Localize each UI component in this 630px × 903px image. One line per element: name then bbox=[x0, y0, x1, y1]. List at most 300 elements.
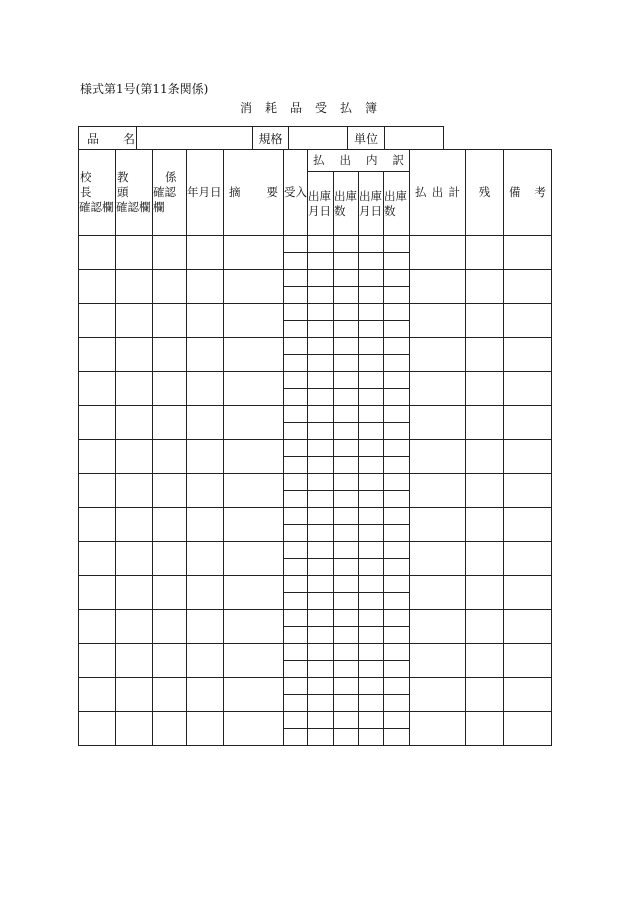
remarks-cell[interactable] bbox=[504, 474, 552, 508]
issue-qty-cell-1[interactable] bbox=[334, 576, 359, 593]
date-cell[interactable] bbox=[187, 270, 224, 304]
remarks-header: 備 考 bbox=[504, 150, 552, 236]
issue-qty-cell-2[interactable] bbox=[384, 372, 410, 389]
ledger-row bbox=[79, 508, 552, 525]
head-teacher-check-cell[interactable] bbox=[116, 338, 153, 372]
payout-total-cell[interactable] bbox=[410, 712, 466, 746]
issue-qty-cell-1[interactable] bbox=[334, 457, 359, 474]
date-cell[interactable] bbox=[187, 576, 224, 610]
issue-date-header-1: 出庫 月日 bbox=[308, 172, 334, 236]
head-teacher-check-cell[interactable] bbox=[116, 304, 153, 338]
issue-date-cell-1[interactable] bbox=[308, 321, 334, 338]
head-teacher-check-cell[interactable] bbox=[116, 474, 153, 508]
balance-cell[interactable] bbox=[466, 508, 504, 542]
issue-date-cell-2[interactable] bbox=[359, 389, 384, 406]
issue-qty-cell-1[interactable] bbox=[334, 440, 359, 457]
staff-check-cell[interactable] bbox=[153, 406, 187, 440]
payout-total-cell[interactable] bbox=[410, 236, 466, 270]
issue-date-cell-1[interactable] bbox=[308, 593, 334, 610]
issue-date-cell-1[interactable] bbox=[308, 236, 334, 253]
ledger-row bbox=[79, 270, 552, 287]
principal-check-cell[interactable] bbox=[79, 236, 116, 270]
summary-cell[interactable] bbox=[224, 372, 284, 406]
issue-qty-cell-1[interactable] bbox=[334, 593, 359, 610]
summary-cell[interactable] bbox=[224, 440, 284, 474]
received-cell[interactable] bbox=[284, 542, 308, 559]
date-cell[interactable] bbox=[187, 304, 224, 338]
received-cell[interactable] bbox=[284, 406, 308, 423]
staff-check-header: 係 確認欄 bbox=[153, 150, 187, 236]
staff-check-cell[interactable] bbox=[153, 678, 187, 712]
received-cell[interactable] bbox=[284, 474, 308, 491]
balance-cell[interactable] bbox=[466, 372, 504, 406]
issue-date-cell-2[interactable] bbox=[359, 355, 384, 372]
issue-date-cell-1[interactable] bbox=[308, 729, 334, 746]
payout-total-cell[interactable] bbox=[410, 542, 466, 576]
issue-date-cell-2[interactable] bbox=[359, 491, 384, 508]
issue-qty-cell-1[interactable] bbox=[334, 474, 359, 491]
balance-cell[interactable] bbox=[466, 270, 504, 304]
issue-date-cell-2[interactable] bbox=[359, 236, 384, 253]
ledger-row bbox=[79, 304, 552, 321]
head-teacher-check-cell[interactable] bbox=[116, 678, 153, 712]
issue-qty-cell-1[interactable] bbox=[334, 270, 359, 287]
issue-date-cell-2[interactable] bbox=[359, 661, 384, 678]
issue-qty-cell-1[interactable] bbox=[334, 695, 359, 712]
issue-date-cell-2[interactable] bbox=[359, 712, 384, 729]
issue-date-cell-1[interactable] bbox=[308, 423, 334, 440]
issue-date-cell-2[interactable] bbox=[359, 338, 384, 355]
issue-qty-cell-2[interactable] bbox=[384, 661, 410, 678]
remarks-cell[interactable] bbox=[504, 338, 552, 372]
title-char: 受 bbox=[315, 101, 328, 115]
issue-qty-cell-2[interactable] bbox=[384, 508, 410, 525]
summary-cell[interactable] bbox=[224, 304, 284, 338]
issue-qty-cell-2[interactable] bbox=[384, 474, 410, 491]
spec-field[interactable] bbox=[289, 127, 348, 150]
date-cell[interactable] bbox=[187, 440, 224, 474]
principal-check-cell[interactable] bbox=[79, 576, 116, 610]
issue-date-cell-1[interactable] bbox=[308, 389, 334, 406]
date-cell[interactable] bbox=[187, 236, 224, 270]
received-cell[interactable] bbox=[284, 253, 308, 270]
head-teacher-check-cell[interactable] bbox=[116, 712, 153, 746]
staff-check-cell[interactable] bbox=[153, 474, 187, 508]
item-header-table bbox=[78, 126, 444, 150]
received-cell[interactable] bbox=[284, 372, 308, 389]
received-cell[interactable] bbox=[284, 457, 308, 474]
issue-qty-cell-2[interactable] bbox=[384, 491, 410, 508]
principal-check-cell[interactable] bbox=[79, 542, 116, 576]
summary-cell[interactable] bbox=[224, 678, 284, 712]
received-cell[interactable] bbox=[284, 508, 308, 525]
issue-date-cell-2[interactable] bbox=[359, 627, 384, 644]
issue-date-cell-2[interactable] bbox=[359, 270, 384, 287]
payout-total-cell[interactable] bbox=[410, 304, 466, 338]
received-cell[interactable] bbox=[284, 610, 308, 627]
issue-date-cell-1[interactable] bbox=[308, 270, 334, 287]
summary-cell[interactable] bbox=[224, 406, 284, 440]
received-cell[interactable] bbox=[284, 627, 308, 644]
received-cell[interactable] bbox=[284, 270, 308, 287]
issue-qty-cell-1[interactable] bbox=[334, 508, 359, 525]
received-cell[interactable] bbox=[284, 661, 308, 678]
date-cell[interactable] bbox=[187, 474, 224, 508]
remarks-cell[interactable] bbox=[504, 712, 552, 746]
issue-qty-cell-2[interactable] bbox=[384, 695, 410, 712]
issue-qty-cell-2[interactable] bbox=[384, 610, 410, 627]
issue-qty-cell-2[interactable] bbox=[384, 627, 410, 644]
remarks-cell[interactable] bbox=[504, 270, 552, 304]
issue-date-cell-2[interactable] bbox=[359, 474, 384, 491]
payout-total-header: 払 出 計 bbox=[410, 150, 466, 236]
issue-qty-cell-2[interactable] bbox=[384, 338, 410, 355]
payout-total-cell[interactable] bbox=[410, 576, 466, 610]
date-cell[interactable] bbox=[187, 644, 224, 678]
issue-qty-cell-1[interactable] bbox=[334, 338, 359, 355]
received-cell[interactable] bbox=[284, 355, 308, 372]
staff-check-cell[interactable] bbox=[153, 712, 187, 746]
remarks-cell[interactable] bbox=[504, 304, 552, 338]
ledger-row bbox=[79, 712, 552, 729]
issue-date-cell-2[interactable] bbox=[359, 593, 384, 610]
head-teacher-check-cell[interactable] bbox=[116, 644, 153, 678]
staff-check-cell[interactable] bbox=[153, 440, 187, 474]
issue-qty-cell-2[interactable] bbox=[384, 457, 410, 474]
issue-date-cell-1[interactable] bbox=[308, 508, 334, 525]
principal-check-cell[interactable] bbox=[79, 406, 116, 440]
issue-qty-cell-2[interactable] bbox=[384, 287, 410, 304]
issue-qty-cell-1[interactable] bbox=[334, 304, 359, 321]
staff-check-cell[interactable] bbox=[153, 576, 187, 610]
payout-total-cell[interactable] bbox=[410, 678, 466, 712]
title-char: 品 bbox=[290, 101, 303, 115]
issue-date-cell-2[interactable] bbox=[359, 304, 384, 321]
balance-cell[interactable] bbox=[466, 542, 504, 576]
issue-date-cell-2[interactable] bbox=[359, 695, 384, 712]
issue-date-cell-1[interactable] bbox=[308, 338, 334, 355]
principal-check-cell[interactable] bbox=[79, 440, 116, 474]
issue-date-cell-2[interactable] bbox=[359, 729, 384, 746]
payout-total-cell[interactable] bbox=[410, 610, 466, 644]
received-cell[interactable] bbox=[284, 338, 308, 355]
staff-check-cell[interactable] bbox=[153, 610, 187, 644]
form-number: 様式第1号(第11条関係) bbox=[80, 82, 209, 96]
staff-check-cell[interactable] bbox=[153, 644, 187, 678]
received-cell[interactable] bbox=[284, 304, 308, 321]
head-teacher-check-cell[interactable] bbox=[116, 508, 153, 542]
head-teacher-check-cell[interactable] bbox=[116, 440, 153, 474]
issue-qty-cell-2[interactable] bbox=[384, 678, 410, 695]
staff-check-cell[interactable] bbox=[153, 372, 187, 406]
received-cell[interactable] bbox=[284, 593, 308, 610]
issue-qty-cell-2[interactable] bbox=[384, 406, 410, 423]
head-teacher-check-cell[interactable] bbox=[116, 372, 153, 406]
date-cell[interactable] bbox=[187, 338, 224, 372]
remarks-cell[interactable] bbox=[504, 440, 552, 474]
ledger-row bbox=[79, 610, 552, 627]
issue-date-cell-1[interactable] bbox=[308, 440, 334, 457]
issue-date-cell-1[interactable] bbox=[308, 559, 334, 576]
staff-check-cell[interactable] bbox=[153, 304, 187, 338]
summary-cell[interactable] bbox=[224, 712, 284, 746]
ledger-row bbox=[79, 338, 552, 355]
remarks-cell[interactable] bbox=[504, 236, 552, 270]
issue-date-cell-1[interactable] bbox=[308, 576, 334, 593]
head-teacher-check-cell[interactable] bbox=[116, 542, 153, 576]
received-cell[interactable] bbox=[284, 321, 308, 338]
issue-date-cell-2[interactable] bbox=[359, 321, 384, 338]
issue-date-cell-1[interactable] bbox=[308, 372, 334, 389]
balance-cell[interactable] bbox=[466, 474, 504, 508]
issue-date-cell-2[interactable] bbox=[359, 423, 384, 440]
issue-date-cell-1[interactable] bbox=[308, 678, 334, 695]
issue-qty-cell-2[interactable] bbox=[384, 389, 410, 406]
issue-qty-cell-2[interactable] bbox=[384, 593, 410, 610]
summary-cell[interactable] bbox=[224, 644, 284, 678]
balance-cell[interactable] bbox=[466, 576, 504, 610]
received-cell[interactable] bbox=[284, 491, 308, 508]
issue-qty-cell-2[interactable] bbox=[384, 729, 410, 746]
issue-date-cell-2[interactable] bbox=[359, 253, 384, 270]
summary-cell[interactable] bbox=[224, 236, 284, 270]
date-cell[interactable] bbox=[187, 610, 224, 644]
received-cell[interactable] bbox=[284, 389, 308, 406]
issue-qty-cell-1[interactable] bbox=[334, 610, 359, 627]
issue-qty-cell-2[interactable] bbox=[384, 542, 410, 559]
issue-qty-cell-2[interactable] bbox=[384, 576, 410, 593]
ledger-row bbox=[79, 576, 552, 593]
head-teacher-check-cell[interactable] bbox=[116, 610, 153, 644]
principal-check-header: 校 長 確認欄 bbox=[79, 150, 116, 236]
principal-check-cell[interactable] bbox=[79, 372, 116, 406]
principal-check-cell[interactable] bbox=[79, 610, 116, 644]
balance-cell[interactable] bbox=[466, 236, 504, 270]
date-cell[interactable] bbox=[187, 542, 224, 576]
issue-qty-cell-1[interactable] bbox=[334, 287, 359, 304]
balance-cell[interactable] bbox=[466, 338, 504, 372]
balance-cell[interactable] bbox=[466, 712, 504, 746]
principal-check-cell[interactable] bbox=[79, 712, 116, 746]
issue-date-header-2: 出庫 月日 bbox=[359, 172, 384, 236]
issue-date-cell-1[interactable] bbox=[308, 661, 334, 678]
date-header: 年月日 bbox=[187, 150, 224, 236]
summary-cell[interactable] bbox=[224, 474, 284, 508]
received-cell[interactable] bbox=[284, 440, 308, 457]
received-cell[interactable] bbox=[284, 287, 308, 304]
ledger-row bbox=[79, 542, 552, 559]
payout-total-cell[interactable] bbox=[410, 508, 466, 542]
ledger-row bbox=[79, 678, 552, 695]
issue-qty-cell-2[interactable] bbox=[384, 559, 410, 576]
issue-qty-cell-2[interactable] bbox=[384, 321, 410, 338]
head-teacher-check-cell[interactable] bbox=[116, 270, 153, 304]
issue-qty-cell-1[interactable] bbox=[334, 389, 359, 406]
issue-qty-cell-1[interactable] bbox=[334, 729, 359, 746]
issue-qty-cell-1[interactable] bbox=[334, 372, 359, 389]
issue-qty-cell-2[interactable] bbox=[384, 355, 410, 372]
issue-date-cell-1[interactable] bbox=[308, 406, 334, 423]
staff-check-cell[interactable] bbox=[153, 236, 187, 270]
issue-date-cell-1[interactable] bbox=[308, 525, 334, 542]
summary-cell[interactable] bbox=[224, 610, 284, 644]
head-teacher-check-cell[interactable] bbox=[116, 236, 153, 270]
date-cell[interactable] bbox=[187, 406, 224, 440]
issue-date-cell-2[interactable] bbox=[359, 287, 384, 304]
summary-cell[interactable] bbox=[224, 270, 284, 304]
form-title bbox=[240, 99, 390, 116]
issue-date-cell-1[interactable] bbox=[308, 474, 334, 491]
issue-qty-cell-1[interactable] bbox=[334, 491, 359, 508]
item-name-field[interactable] bbox=[137, 127, 253, 150]
remarks-cell[interactable] bbox=[504, 610, 552, 644]
payout-total-cell[interactable] bbox=[410, 338, 466, 372]
issue-qty-cell-2[interactable] bbox=[384, 440, 410, 457]
issue-qty-cell-1[interactable] bbox=[334, 355, 359, 372]
summary-header: 摘 要 bbox=[224, 150, 284, 236]
issue-date-cell-1[interactable] bbox=[308, 627, 334, 644]
received-cell[interactable] bbox=[284, 644, 308, 661]
unit-field[interactable] bbox=[385, 127, 444, 150]
date-cell[interactable] bbox=[187, 712, 224, 746]
issue-qty-cell-2[interactable] bbox=[384, 644, 410, 661]
issue-date-cell-1[interactable] bbox=[308, 644, 334, 661]
principal-check-cell[interactable] bbox=[79, 644, 116, 678]
issue-date-cell-1[interactable] bbox=[308, 712, 334, 729]
issue-qty-cell-1[interactable] bbox=[334, 321, 359, 338]
issue-date-cell-1[interactable] bbox=[308, 287, 334, 304]
issue-date-cell-2[interactable] bbox=[359, 576, 384, 593]
balance-cell[interactable] bbox=[466, 610, 504, 644]
balance-header: 残 bbox=[466, 150, 504, 236]
date-cell[interactable] bbox=[187, 508, 224, 542]
principal-check-cell[interactable] bbox=[79, 678, 116, 712]
issue-qty-cell-1[interactable] bbox=[334, 542, 359, 559]
remarks-cell[interactable] bbox=[504, 406, 552, 440]
issue-date-cell-1[interactable] bbox=[308, 491, 334, 508]
payout-total-cell[interactable] bbox=[410, 474, 466, 508]
balance-cell[interactable] bbox=[466, 440, 504, 474]
date-cell[interactable] bbox=[187, 678, 224, 712]
principal-check-cell[interactable] bbox=[79, 270, 116, 304]
issue-qty-cell-1[interactable] bbox=[334, 253, 359, 270]
issue-qty-cell-2[interactable] bbox=[384, 712, 410, 729]
issue-date-cell-2[interactable] bbox=[359, 440, 384, 457]
issue-qty-cell-2[interactable] bbox=[384, 270, 410, 287]
staff-check-cell[interactable] bbox=[153, 542, 187, 576]
date-cell[interactable] bbox=[187, 372, 224, 406]
received-cell[interactable] bbox=[284, 712, 308, 729]
unit-label: 単位 bbox=[348, 127, 385, 150]
issue-qty-cell-1[interactable] bbox=[334, 236, 359, 253]
payout-total-cell[interactable] bbox=[410, 372, 466, 406]
issue-date-cell-2[interactable] bbox=[359, 525, 384, 542]
issue-date-cell-2[interactable] bbox=[359, 406, 384, 423]
received-cell[interactable] bbox=[284, 236, 308, 253]
remarks-cell[interactable] bbox=[504, 508, 552, 542]
remarks-cell[interactable] bbox=[504, 372, 552, 406]
issue-qty-cell-1[interactable] bbox=[334, 627, 359, 644]
payout-total-cell[interactable] bbox=[410, 406, 466, 440]
balance-cell[interactable] bbox=[466, 406, 504, 440]
received-cell[interactable] bbox=[284, 678, 308, 695]
remarks-cell[interactable] bbox=[504, 644, 552, 678]
issue-qty-cell-2[interactable] bbox=[384, 253, 410, 270]
issue-date-cell-2[interactable] bbox=[359, 559, 384, 576]
principal-check-cell[interactable] bbox=[79, 304, 116, 338]
summary-cell[interactable] bbox=[224, 542, 284, 576]
remarks-cell[interactable] bbox=[504, 678, 552, 712]
received-cell[interactable] bbox=[284, 729, 308, 746]
issue-date-cell-1[interactable] bbox=[308, 304, 334, 321]
issue-qty-cell-2[interactable] bbox=[384, 236, 410, 253]
payout-total-cell[interactable] bbox=[410, 270, 466, 304]
received-cell[interactable] bbox=[284, 576, 308, 593]
balance-cell[interactable] bbox=[466, 678, 504, 712]
received-cell[interactable] bbox=[284, 559, 308, 576]
issue-qty-cell-2[interactable] bbox=[384, 525, 410, 542]
issue-date-cell-1[interactable] bbox=[308, 695, 334, 712]
issue-qty-cell-1[interactable] bbox=[334, 559, 359, 576]
issue-date-cell-1[interactable] bbox=[308, 542, 334, 559]
principal-check-cell[interactable] bbox=[79, 338, 116, 372]
ledger-row bbox=[79, 474, 552, 491]
issue-qty-cell-1[interactable] bbox=[334, 678, 359, 695]
ledger-row bbox=[79, 440, 552, 457]
issue-date-cell-2[interactable] bbox=[359, 457, 384, 474]
balance-cell[interactable] bbox=[466, 304, 504, 338]
head-teacher-check-cell[interactable] bbox=[116, 406, 153, 440]
issue-qty-cell-1[interactable] bbox=[334, 661, 359, 678]
received-cell[interactable] bbox=[284, 695, 308, 712]
issue-date-cell-1[interactable] bbox=[308, 457, 334, 474]
issue-date-cell-2[interactable] bbox=[359, 508, 384, 525]
issue-date-cell-1[interactable] bbox=[308, 253, 334, 270]
title-char: 耗 bbox=[265, 101, 278, 115]
principal-check-cell[interactable] bbox=[79, 508, 116, 542]
issue-qty-cell-1[interactable] bbox=[334, 644, 359, 661]
staff-check-cell[interactable] bbox=[153, 338, 187, 372]
principal-check-cell[interactable] bbox=[79, 474, 116, 508]
staff-check-cell[interactable] bbox=[153, 508, 187, 542]
issue-qty-cell-2[interactable] bbox=[384, 304, 410, 321]
issue-qty-cell-1[interactable] bbox=[334, 406, 359, 423]
issue-date-cell-2[interactable] bbox=[359, 610, 384, 627]
summary-cell[interactable] bbox=[224, 338, 284, 372]
issue-date-cell-1[interactable] bbox=[308, 355, 334, 372]
issue-date-cell-2[interactable] bbox=[359, 372, 384, 389]
payout-total-cell[interactable] bbox=[410, 440, 466, 474]
issue-qty-cell-1[interactable] bbox=[334, 423, 359, 440]
issue-date-cell-2[interactable] bbox=[359, 644, 384, 661]
head-teacher-check-cell[interactable] bbox=[116, 576, 153, 610]
remarks-cell[interactable] bbox=[504, 542, 552, 576]
remarks-cell[interactable] bbox=[504, 576, 552, 610]
issue-date-cell-2[interactable] bbox=[359, 542, 384, 559]
issue-date-cell-1[interactable] bbox=[308, 610, 334, 627]
issue-qty-cell-1[interactable] bbox=[334, 712, 359, 729]
summary-cell[interactable] bbox=[224, 576, 284, 610]
issue-qty-cell-1[interactable] bbox=[334, 525, 359, 542]
balance-cell[interactable] bbox=[466, 644, 504, 678]
payout-total-cell[interactable] bbox=[410, 644, 466, 678]
received-cell[interactable] bbox=[284, 525, 308, 542]
received-cell[interactable] bbox=[284, 423, 308, 440]
issue-qty-cell-2[interactable] bbox=[384, 423, 410, 440]
summary-cell[interactable] bbox=[224, 508, 284, 542]
staff-check-cell[interactable] bbox=[153, 270, 187, 304]
issue-date-cell-2[interactable] bbox=[359, 678, 384, 695]
